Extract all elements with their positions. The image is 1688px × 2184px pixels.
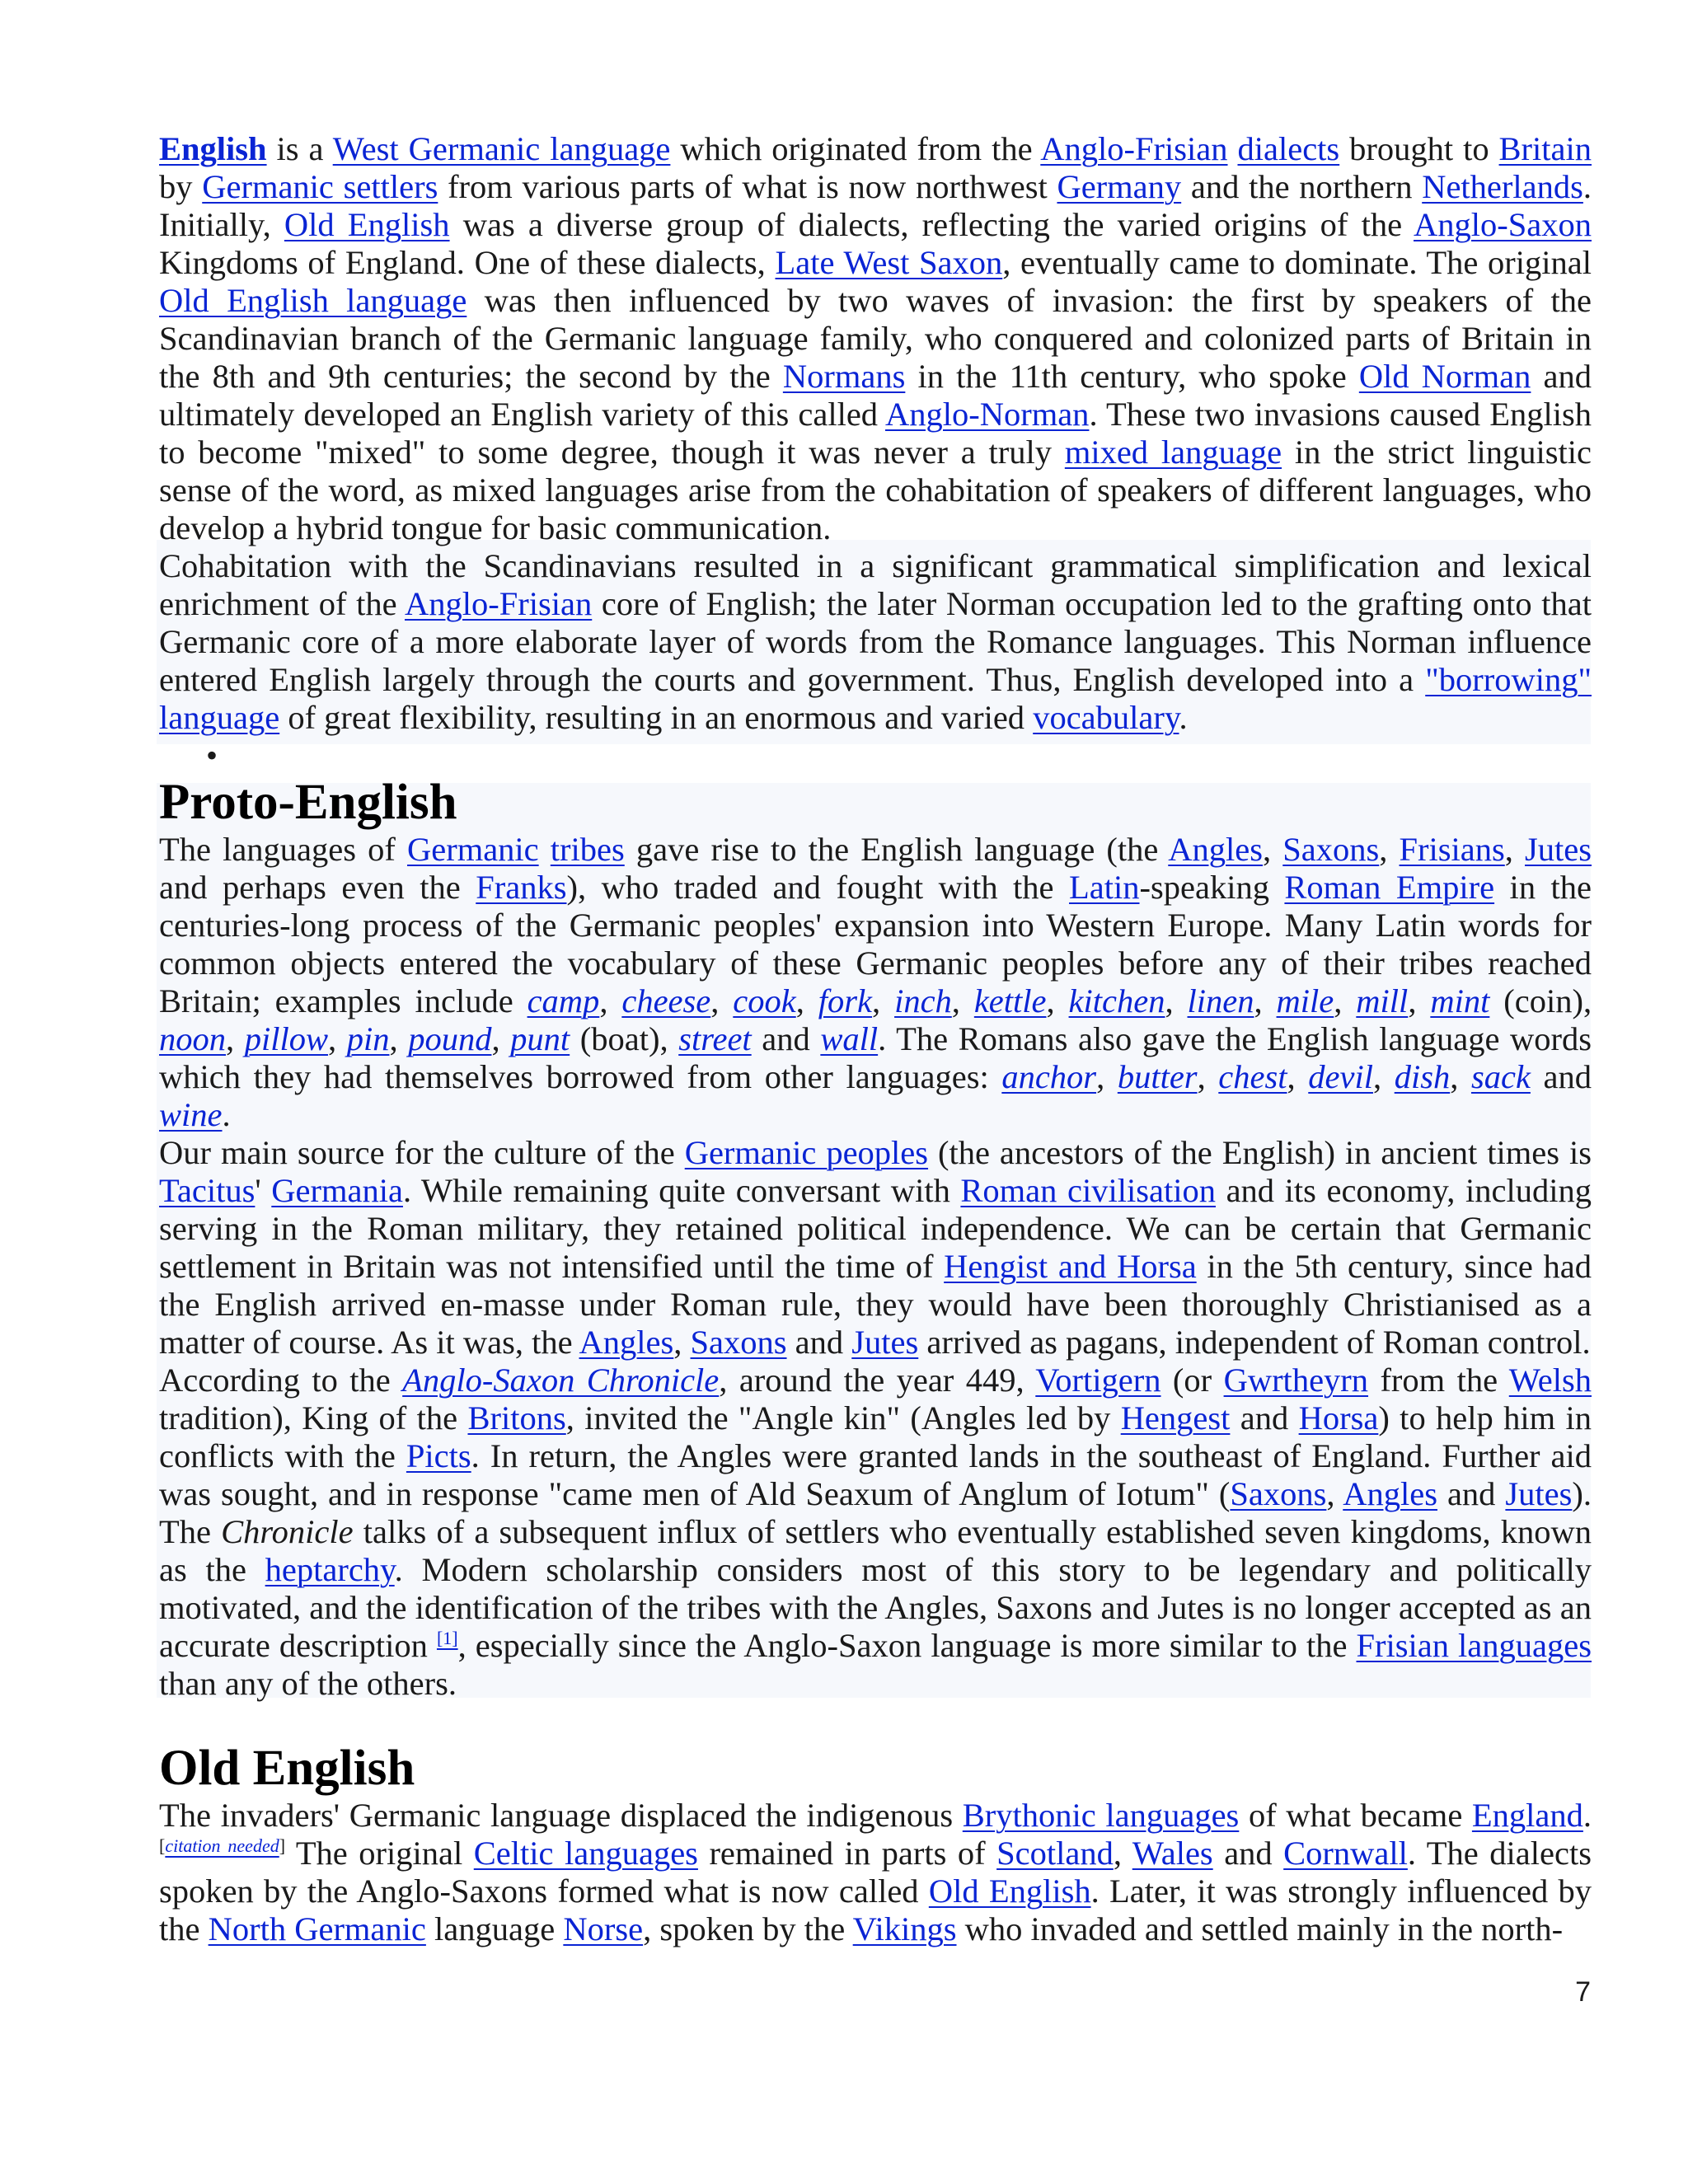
page-number: 7 bbox=[1575, 1976, 1591, 2008]
text-run: The languages of bbox=[159, 831, 407, 868]
link-dish[interactable]: dish bbox=[1394, 1058, 1451, 1095]
link-brythonic-languages[interactable]: Brythonic languages bbox=[962, 1797, 1240, 1834]
link-cornwall[interactable]: Cornwall bbox=[1283, 1835, 1408, 1872]
text-run: . The dialects spoken by the Anglo-Saxons formed what is now called bbox=[159, 1835, 1592, 1910]
link-mixed-language[interactable]: mixed language bbox=[1064, 434, 1282, 471]
link-roman-civilisation[interactable]: Roman civilisation bbox=[960, 1172, 1216, 1209]
link-1[interactable]: [1] bbox=[436, 1628, 458, 1648]
text-run: was a diverse group of dialects, reflecting the varied origins of the bbox=[449, 206, 1414, 243]
text-run: language bbox=[425, 1910, 564, 1947]
link-camp[interactable]: camp bbox=[527, 982, 600, 1019]
section-heading-proto-english: Proto-English bbox=[159, 775, 457, 830]
text-run: Kingdoms of England. One of these dialects, bbox=[159, 244, 776, 281]
link-west-germanic-language[interactable]: West Germanic language bbox=[332, 130, 671, 167]
link-frisian-languages[interactable]: Frisian languages bbox=[1356, 1627, 1592, 1664]
link-linen[interactable]: linen bbox=[1187, 982, 1254, 1019]
body-paragraph bbox=[159, 1134, 1592, 1361]
link-mile[interactable]: mile bbox=[1276, 982, 1334, 1019]
text-run: ' bbox=[255, 1172, 272, 1209]
link-mint[interactable]: mint bbox=[1430, 982, 1490, 1019]
text-run: and bbox=[751, 1020, 821, 1057]
link-old-norman[interactable]: Old Norman bbox=[1358, 358, 1531, 395]
text-run: Our main source for the culture of the bbox=[159, 1134, 685, 1171]
link-jutes[interactable]: Jutes bbox=[851, 1324, 919, 1361]
text-run: Cohabitation with the Scandinavians resulted in a significant grammatical simplification and lexical enrichment of the bbox=[159, 547, 1592, 622]
text-run: core of English; the later Norman occupation led to the grafting onto that Germanic core of a more elaborate layer of words from the Romance languages. This Norman influence entered English largely through the courts and government. Thus, English developed into a bbox=[159, 585, 1592, 698]
link-saxons[interactable]: Saxons bbox=[1282, 831, 1380, 868]
link-jutes[interactable]: Jutes bbox=[1505, 1475, 1573, 1512]
text-run: tradition), King of the bbox=[159, 1399, 468, 1436]
text-run: . In return, the Angles were granted lands in the southeast of England. Further aid was sought, and in response "came men of Ald Seaxum of Anglum of Iotum" ( bbox=[159, 1437, 1592, 1512]
text-run: [ bbox=[159, 1835, 166, 1856]
link-germania[interactable]: Germania bbox=[271, 1172, 403, 1209]
link-horsa[interactable]: Horsa bbox=[1298, 1399, 1379, 1436]
text-run: , bbox=[1263, 831, 1283, 868]
text-run: (the ancestors of the English) in ancient times is bbox=[928, 1134, 1592, 1171]
text-run: in the strict linguistic sense of the word, as mixed languages arise from the cohabitation of speakers of different languages, who develop a hybrid tongue for basic communication. bbox=[159, 434, 1592, 546]
text-run bbox=[539, 831, 551, 868]
link-devil[interactable]: devil bbox=[1308, 1058, 1373, 1095]
intro-paragraph bbox=[159, 130, 1592, 547]
text-run: , bbox=[1334, 982, 1357, 1019]
text-run: , bbox=[1504, 831, 1526, 868]
link-anglo-norman[interactable]: Anglo-Norman bbox=[884, 396, 1090, 433]
link-old-english[interactable]: Old English bbox=[928, 1872, 1091, 1910]
text-run: . Modern scholarship considers most of this story to be legendary and politically motivated, and the identification of the tribes with the Angles, Saxons and Jutes is no longer accepted as an accurate description bbox=[159, 1551, 1592, 1664]
text-run: . The Romans also gave the English language words which they had themselves borrowed from other languages: bbox=[159, 1020, 1592, 1095]
text-run: , bbox=[1287, 1058, 1309, 1095]
text-run: . These two invasions caused English to become "mixed" to some degree, though it was never a truly bbox=[159, 396, 1592, 471]
emphasis-text: Chronicle bbox=[221, 1513, 354, 1550]
text-run: ), who traded and fought with the bbox=[566, 869, 1070, 906]
link-germanic-peoples[interactable]: Germanic peoples bbox=[684, 1134, 929, 1171]
text-run: , especially since the Anglo-Saxon language is more similar to the bbox=[457, 1627, 1357, 1664]
text-run: The original bbox=[285, 1835, 474, 1872]
link-anglo-saxon[interactable]: Anglo-Saxon bbox=[1414, 206, 1592, 243]
text-run: remained in parts of bbox=[697, 1835, 997, 1872]
text-run: , bbox=[1450, 1058, 1471, 1095]
link-vocabulary[interactable]: vocabulary bbox=[1033, 699, 1179, 736]
body-paragraph bbox=[159, 1361, 1592, 1703]
link-anglo-frisian[interactable]: Anglo-Frisian bbox=[405, 585, 593, 622]
link-street[interactable]: street bbox=[678, 1020, 752, 1057]
text-run: , eventually came to dominate. The original bbox=[1002, 244, 1592, 281]
text-run: , bbox=[1197, 1058, 1219, 1095]
text-run: , bbox=[710, 982, 734, 1019]
link-anchor[interactable]: anchor bbox=[1001, 1058, 1097, 1095]
section-spacer bbox=[159, 1703, 1592, 1741]
link-kitchen[interactable]: kitchen bbox=[1068, 982, 1165, 1019]
text-run: , bbox=[328, 1020, 347, 1057]
superscript bbox=[437, 1628, 458, 1648]
link-pillow[interactable]: pillow bbox=[244, 1020, 328, 1057]
link-england[interactable]: England bbox=[1471, 1797, 1583, 1834]
text-run: , invited the "Angle kin" (Angles led by bbox=[565, 1399, 1121, 1436]
link-noon[interactable]: noon bbox=[159, 1020, 226, 1057]
link-punt[interactable]: punt bbox=[510, 1020, 570, 1057]
superscript bbox=[279, 1835, 285, 1856]
link-gwrtheyrn[interactable]: Gwrtheyrn bbox=[1223, 1361, 1369, 1399]
text-run: . Later, it was strongly influenced by the bbox=[159, 1872, 1592, 1947]
text-run: brought to bbox=[1339, 130, 1499, 167]
body-paragraph bbox=[159, 1797, 1592, 1948]
section-heading-old-english: Old English bbox=[159, 1741, 415, 1796]
text-run: from the bbox=[1368, 1361, 1509, 1399]
link-roman-empire[interactable]: Roman Empire bbox=[1284, 869, 1495, 906]
link-angles[interactable]: Angles bbox=[1168, 831, 1263, 868]
link-pin[interactable]: pin bbox=[346, 1020, 390, 1057]
text-run: , bbox=[673, 1324, 691, 1361]
text-run: and bbox=[1212, 1835, 1284, 1872]
text-run: in the 11th century, who spoke bbox=[905, 358, 1359, 395]
text-run: of what became bbox=[1239, 1797, 1472, 1834]
text-run: , bbox=[599, 982, 622, 1019]
list-bullet: • bbox=[206, 737, 218, 774]
text-run: , bbox=[1372, 1058, 1395, 1095]
text-run: , bbox=[1046, 982, 1069, 1019]
text-run: , around the year 449, bbox=[719, 1361, 1036, 1399]
text-run: who invaded and settled mainly in the north- bbox=[956, 1910, 1564, 1947]
link-wales[interactable]: Wales bbox=[1132, 1835, 1213, 1872]
text-run: , bbox=[872, 982, 895, 1019]
intro-paragraph bbox=[159, 547, 1592, 737]
text-run: . bbox=[1179, 699, 1188, 736]
text-run: and bbox=[786, 1324, 852, 1361]
link-britons[interactable]: Britons bbox=[467, 1399, 566, 1436]
link-welsh[interactable]: Welsh bbox=[1508, 1361, 1592, 1399]
link-anglo-frisian[interactable]: Anglo-Frisian bbox=[1040, 130, 1228, 167]
text-run: , bbox=[389, 1020, 409, 1057]
link-britain[interactable]: Britain bbox=[1498, 130, 1592, 167]
link-cheese[interactable]: cheese bbox=[621, 982, 711, 1019]
text-run: and its economy, including serving in the Roman military, they retained political independence. We can be certain that Germanic settlement in Britain was not intensified until the time of bbox=[159, 1172, 1592, 1285]
link-north-germanic[interactable]: North Germanic bbox=[208, 1910, 426, 1947]
link-norse[interactable]: Norse bbox=[563, 1910, 644, 1947]
text-run: . Initially, bbox=[159, 168, 1592, 243]
text-run: ] bbox=[279, 1835, 286, 1856]
link-picts[interactable]: Picts bbox=[406, 1437, 471, 1474]
text-run: According to the bbox=[159, 1361, 403, 1399]
body-paragraph bbox=[159, 831, 1592, 1134]
link-saxons[interactable]: Saxons bbox=[1230, 1475, 1327, 1512]
text-run: is a bbox=[266, 130, 333, 167]
text-run: , bbox=[1408, 982, 1431, 1019]
link-hengist-and-horsa[interactable]: Hengist and Horsa bbox=[944, 1248, 1197, 1285]
text-run: , bbox=[1113, 1835, 1132, 1872]
link-angles[interactable]: Angles bbox=[1343, 1475, 1437, 1512]
text-run: (or bbox=[1160, 1361, 1224, 1399]
link-sack[interactable]: sack bbox=[1470, 1058, 1531, 1095]
text-run: and the northern bbox=[1181, 168, 1423, 205]
link-hengest[interactable]: Hengest bbox=[1120, 1399, 1231, 1436]
text-run: in the 5th century, since had the English arrived en-masse under Roman rule, they would have been thoroughly Christianised as a matter of course. As it was, the bbox=[159, 1248, 1592, 1361]
link-pound[interactable]: pound bbox=[408, 1020, 492, 1057]
text-run: . While remaining quite conversant with bbox=[402, 1172, 961, 1209]
link-english[interactable]: English bbox=[159, 130, 267, 167]
text-run: and bbox=[1230, 1399, 1299, 1436]
text-run: (boat), bbox=[570, 1020, 679, 1057]
text-run: , bbox=[1254, 982, 1277, 1019]
text-run: gave rise to the English language (the bbox=[624, 831, 1169, 868]
text-run: , bbox=[1096, 1058, 1118, 1095]
text-run: and perhaps even the bbox=[159, 869, 476, 906]
text-run: , bbox=[1326, 1475, 1343, 1512]
link-old-english-language[interactable]: Old English language bbox=[159, 282, 467, 319]
text-run: ) to help him in conflicts with the bbox=[159, 1399, 1592, 1474]
link-kettle[interactable]: kettle bbox=[973, 982, 1047, 1019]
text-run bbox=[1228, 130, 1238, 167]
link-franks[interactable]: Franks bbox=[476, 869, 567, 906]
link-vortigern[interactable]: Vortigern bbox=[1035, 1361, 1161, 1399]
text-run: and bbox=[1530, 1058, 1592, 1095]
text-run: , bbox=[951, 982, 974, 1019]
text-run: and bbox=[1437, 1475, 1506, 1512]
link-germanic[interactable]: Germanic bbox=[406, 831, 539, 868]
text-run: , bbox=[1165, 982, 1188, 1019]
superscript bbox=[165, 1835, 279, 1856]
text-run: , bbox=[1379, 831, 1400, 868]
text-run: The invaders' Germanic language displaced the indigenous bbox=[159, 1797, 963, 1834]
link-jutes[interactable]: Jutes bbox=[1525, 831, 1592, 868]
link-butter[interactable]: butter bbox=[1117, 1058, 1198, 1095]
link-fork[interactable]: fork bbox=[818, 982, 873, 1019]
link-old-english[interactable]: Old English bbox=[284, 206, 450, 243]
text-run: talks of a subsequent influx of settlers who eventually established seven kingdoms, known as the bbox=[159, 1513, 1592, 1588]
link-mill[interactable]: mill bbox=[1356, 982, 1409, 1019]
link-tacitus[interactable]: Tacitus bbox=[159, 1172, 256, 1209]
link-scotland[interactable]: Scotland bbox=[996, 1835, 1114, 1872]
link-wall[interactable]: wall bbox=[820, 1020, 879, 1057]
text-run: ). The bbox=[159, 1475, 1592, 1550]
text-run: than any of the others. bbox=[159, 1665, 457, 1702]
article-body bbox=[159, 130, 1592, 1948]
link-inch[interactable]: inch bbox=[894, 982, 952, 1019]
link-late-west-saxon[interactable]: Late West Saxon bbox=[775, 244, 1003, 281]
text-run: -speaking bbox=[1139, 869, 1285, 906]
text-run: from various parts of what is now northwest bbox=[438, 168, 1057, 205]
text-run: (coin), bbox=[1489, 982, 1592, 1019]
text-run: . bbox=[222, 1096, 231, 1133]
text-run: arrived as pagans, independent of Roman control. bbox=[918, 1324, 1591, 1361]
text-run: of great flexibility, resulting in an enormous and varied bbox=[279, 699, 1034, 736]
link-dialects[interactable]: dialects bbox=[1237, 130, 1340, 167]
text-run: was then influenced by two waves of invasion: the first by speakers of the Scandinavian branch of the Germanic language family, who conquered and colonized parts of Britain in the 8th and 9th centuries; the second by the bbox=[159, 282, 1592, 395]
link-saxons[interactable]: Saxons bbox=[690, 1324, 787, 1361]
link-citation-needed[interactable]: citation needed bbox=[165, 1835, 279, 1856]
link-wine[interactable]: wine bbox=[159, 1096, 223, 1133]
link-normans[interactable]: Normans bbox=[782, 358, 906, 395]
link-angles[interactable]: Angles bbox=[579, 1324, 674, 1361]
link-netherlands[interactable]: Netherlands bbox=[1422, 168, 1583, 205]
link-borrowing-language[interactable]: "borrowing" language bbox=[159, 661, 1592, 736]
text-run: in the centuries-long process of the Germanic peoples' expansion into Western Europe. Many Latin words for common objects entered the vocabulary of these Germanic peoples before any of their tribes reached Britain; examples include bbox=[159, 869, 1592, 1019]
link-celtic-languages[interactable]: Celtic languages bbox=[473, 1835, 698, 1872]
link-tribes[interactable]: tribes bbox=[550, 831, 625, 868]
text-run: , bbox=[795, 982, 818, 1019]
link-heptarchy[interactable]: heptarchy bbox=[265, 1551, 395, 1588]
link-cook[interactable]: cook bbox=[733, 982, 796, 1019]
link-anglo-saxon-chronicle[interactable]: Anglo-Saxon Chronicle bbox=[402, 1361, 720, 1399]
text-run: , bbox=[491, 1020, 511, 1057]
text-run: , bbox=[226, 1020, 245, 1057]
text-run: which originated from the bbox=[670, 130, 1041, 167]
text-run: and ultimately developed an English variety of this called bbox=[159, 358, 1592, 433]
link-frisians[interactable]: Frisians bbox=[1399, 831, 1505, 868]
link-latin[interactable]: Latin bbox=[1069, 869, 1140, 906]
link-vikings[interactable]: Vikings bbox=[852, 1910, 957, 1947]
link-germanic-settlers[interactable]: Germanic settlers bbox=[202, 168, 438, 205]
link-chest[interactable]: chest bbox=[1218, 1058, 1287, 1095]
text-run: by bbox=[159, 168, 203, 205]
text-run: , spoken by the bbox=[643, 1910, 853, 1947]
text-run: . bbox=[1582, 1797, 1592, 1834]
link-germany[interactable]: Germany bbox=[1057, 168, 1182, 205]
